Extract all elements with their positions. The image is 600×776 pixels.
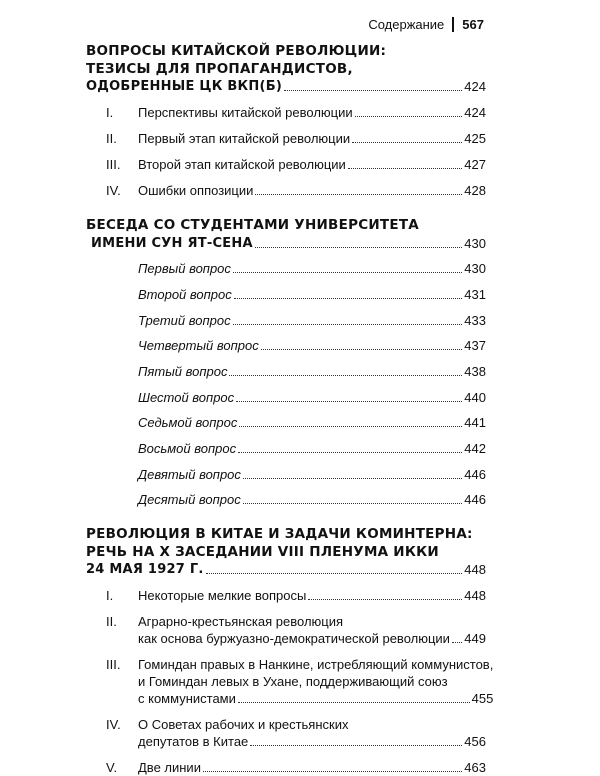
question-title: Четвертый вопрос <box>138 338 259 354</box>
page-number: 430 <box>464 261 486 277</box>
toc-question[interactable] <box>86 286 486 303</box>
question-title: Седьмой вопрос <box>138 415 238 431</box>
leader-dots <box>452 642 462 643</box>
section-title <box>86 43 486 95</box>
entry-number: IV. <box>106 717 121 733</box>
page-number: 463 <box>464 760 486 776</box>
leader-dots <box>261 349 463 350</box>
header-section-title: Содержание <box>368 17 445 32</box>
page-number: 446 <box>464 492 486 508</box>
question-title: Шестой вопрос <box>138 389 235 405</box>
leader-dots <box>352 142 462 143</box>
section-title-row[interactable] <box>86 78 486 95</box>
entry-number: III. <box>106 657 121 673</box>
page-number: 424 <box>464 79 486 94</box>
page-number: 424 <box>464 105 486 120</box>
leader-dots <box>255 194 462 195</box>
leader-dots <box>238 452 462 453</box>
entry-title-line: Гоминдан правых в Нанкине, истребляющий коммунистов, <box>138 657 494 673</box>
entry-title: Некоторые мелкие вопросы <box>138 588 307 604</box>
section-title-line: ТЕЗИСЫ ДЛЯ ПРОПАГАНДИСТОВ, <box>86 60 353 77</box>
toc-entry[interactable] <box>86 759 486 776</box>
page-number: 438 <box>464 363 486 379</box>
section-title-line: РЕВОЛЮЦИЯ В КИТАЕ И ЗАДАЧИ КОМИНТЕРНА: <box>86 526 473 543</box>
entry-number: IV. <box>106 183 121 198</box>
section-title-line: ИМЕНИ СУН ЯТ-СЕНА <box>91 235 253 251</box>
page-number: 437 <box>464 338 486 354</box>
entry-number: II. <box>106 614 117 630</box>
section-title-row[interactable] <box>86 235 486 252</box>
question-title: Третий вопрос <box>138 312 231 328</box>
page-number: 455 <box>471 691 494 707</box>
entry-number: V. <box>106 760 118 776</box>
page-number: 441 <box>464 415 486 431</box>
toc-section-1 <box>86 43 486 199</box>
leader-dots <box>243 503 463 504</box>
leader-dots <box>250 745 462 746</box>
page-number: 440 <box>464 389 486 405</box>
toc-entry[interactable] <box>86 613 486 647</box>
entry-title-line: депутатов в Китае <box>138 734 249 750</box>
header-separator <box>452 17 454 32</box>
entry-number: I. <box>106 105 114 120</box>
toc-question[interactable] <box>86 491 486 508</box>
leader-dots <box>243 478 462 479</box>
entry-title: Две линии <box>138 760 201 776</box>
leader-dots <box>233 272 462 273</box>
toc-question[interactable] <box>86 389 486 406</box>
question-title: Второй вопрос <box>138 286 232 302</box>
toc-question[interactable] <box>86 260 486 277</box>
page-number: 446 <box>464 466 486 482</box>
leader-dots <box>206 573 463 574</box>
page-number: 448 <box>464 562 486 578</box>
leader-dots <box>355 116 463 117</box>
question-title: Первый вопрос <box>138 261 231 277</box>
entry-number: I. <box>106 588 114 604</box>
header-page-number: 567 <box>462 17 484 32</box>
running-header <box>368 17 484 32</box>
section-title-line: 24 МАЯ 1927 Г. <box>86 562 204 578</box>
page-number: 448 <box>464 588 486 604</box>
question-title: Пятый вопрос <box>138 363 228 379</box>
toc-entry[interactable] <box>86 656 494 707</box>
toc-entry[interactable] <box>86 182 486 199</box>
toc-section-2 <box>86 217 486 508</box>
toc-question[interactable] <box>86 414 486 431</box>
page-number: 427 <box>464 157 486 172</box>
section-title <box>86 217 486 252</box>
question-title: Девятый вопрос <box>138 466 241 482</box>
entry-title: Перспективы китайской революции <box>138 105 353 120</box>
page-number: 425 <box>464 131 486 146</box>
toc-section-3 <box>86 526 494 776</box>
entry-number: II. <box>106 131 117 146</box>
page-number: 431 <box>464 286 486 302</box>
leader-dots <box>284 90 462 91</box>
table-of-contents <box>86 43 494 776</box>
page-number: 449 <box>464 631 486 647</box>
entry-title-line: и Гоминдан левых в Ухане, поддерживающий союз <box>138 674 448 690</box>
entry-title-line: Аграрно-крестьянская революция <box>138 614 344 630</box>
toc-question[interactable] <box>86 363 486 380</box>
toc-entry[interactable] <box>86 156 486 173</box>
toc-entry[interactable] <box>86 104 486 121</box>
section-title <box>86 526 486 578</box>
question-title: Восьмой вопрос <box>138 441 237 456</box>
entry-title-line: с коммунистами <box>138 691 236 707</box>
leader-dots <box>348 168 462 169</box>
section-title-line: РЕЧЬ НА X ЗАСЕДАНИИ VIII ПЛЕНУМА ИККИ <box>86 543 439 560</box>
toc-question[interactable] <box>86 337 486 354</box>
leader-dots <box>308 599 462 600</box>
question-title: Десятый вопрос <box>138 492 241 508</box>
entry-number: III. <box>106 157 121 172</box>
toc-entry[interactable] <box>86 130 486 147</box>
entry-title: Первый этап китайской революции <box>138 131 351 146</box>
page-number: 428 <box>464 183 486 198</box>
section-title-row[interactable] <box>86 561 486 578</box>
leader-dots <box>203 771 462 772</box>
section-title-line: ВОПРОСЫ КИТАЙСКОЙ РЕВОЛЮЦИИ: <box>86 43 387 59</box>
section-title-line: БЕСЕДА СО СТУДЕНТАМИ УНИВЕРСИТЕТА <box>86 217 420 233</box>
page-number: 456 <box>464 734 486 750</box>
toc-question[interactable] <box>86 466 486 483</box>
leader-dots <box>234 298 463 299</box>
toc-question[interactable] <box>86 440 486 457</box>
entry-title-line: как основа буржуазно-демократической революции <box>138 631 450 647</box>
page-number: 433 <box>464 312 486 328</box>
toc-question[interactable] <box>86 312 486 329</box>
leader-dots <box>236 401 462 402</box>
section-title-line: ОДОБРЕННЫЕ ЦК ВКП(Б) <box>86 79 283 94</box>
toc-entry[interactable] <box>86 587 486 604</box>
entry-title: Второй этап китайской революции <box>138 157 346 172</box>
entry-title-line: О Советах рабочих и крестьянских <box>138 717 349 733</box>
leader-dots <box>229 375 462 376</box>
leader-dots <box>233 324 463 325</box>
leader-dots <box>255 247 462 248</box>
page-number: 442 <box>464 441 486 456</box>
entry-title: Ошибки оппозиции <box>138 183 254 198</box>
toc-entry[interactable] <box>86 716 486 750</box>
leader-dots <box>239 426 462 427</box>
page-number: 430 <box>464 235 486 251</box>
leader-dots <box>238 702 470 703</box>
